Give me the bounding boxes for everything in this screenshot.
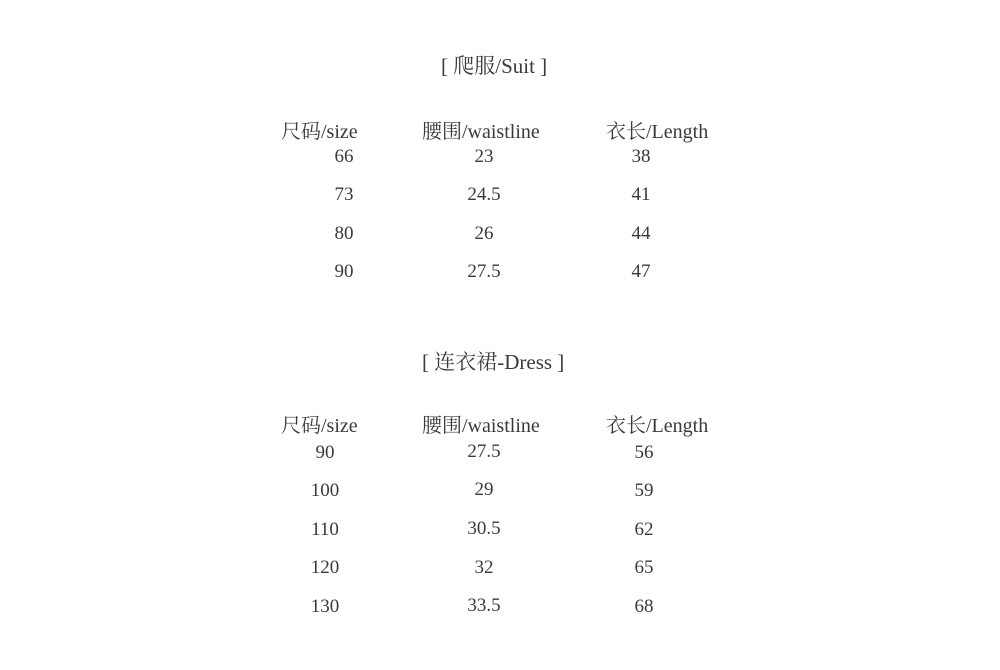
suit-cell-size: 80 [334,223,354,244]
dress-cell-waistline: 27.5 [467,441,501,462]
dress-cell-size: 100 [310,480,340,501]
dress-cell-length: 62 [634,519,654,540]
dress-cell-waistline: 30.5 [467,518,501,539]
suit-cell-length: 38 [631,146,651,167]
suit-header-length: 衣长/Length [606,121,709,143]
dress-cell-waistline: 33.5 [467,595,501,616]
dress-cell-length: 59 [634,480,654,501]
dress-cell-length: 68 [634,596,654,617]
suit-cell-size: 90 [334,261,354,282]
dress-cell-length: 56 [634,442,654,463]
dress-table-title: [ 连衣裙-Dress ] [422,350,565,374]
suit-cell-waistline: 27.5 [467,261,501,282]
dress-header-length: 衣长/Length [606,415,709,437]
suit-header-waistline: 腰围/waistline [422,121,540,143]
suit-cell-length: 47 [631,261,651,282]
dress-cell-size: 120 [310,557,340,578]
suit-cell-size: 73 [334,184,354,205]
suit-header-size: 尺码/size [281,121,358,143]
dress-cell-size: 110 [311,519,339,540]
suit-cell-waistline: 26 [474,223,494,244]
dress-cell-length: 65 [634,557,654,578]
suit-cell-waistline: 23 [474,146,494,167]
dress-cell-size: 90 [315,442,335,463]
dress-cell-size: 130 [310,596,340,617]
suit-cell-length: 41 [631,184,651,205]
suit-table-title: [ 爬服/Suit ] [441,54,548,78]
dress-header-waistline: 腰围/waistline [422,415,540,437]
dress-cell-waistline: 29 [474,479,494,500]
suit-cell-size: 66 [334,146,354,167]
suit-cell-waistline: 24.5 [467,184,501,205]
suit-cell-length: 44 [631,223,651,244]
dress-header-size: 尺码/size [281,415,358,437]
dress-cell-waistline: 32 [474,557,494,578]
